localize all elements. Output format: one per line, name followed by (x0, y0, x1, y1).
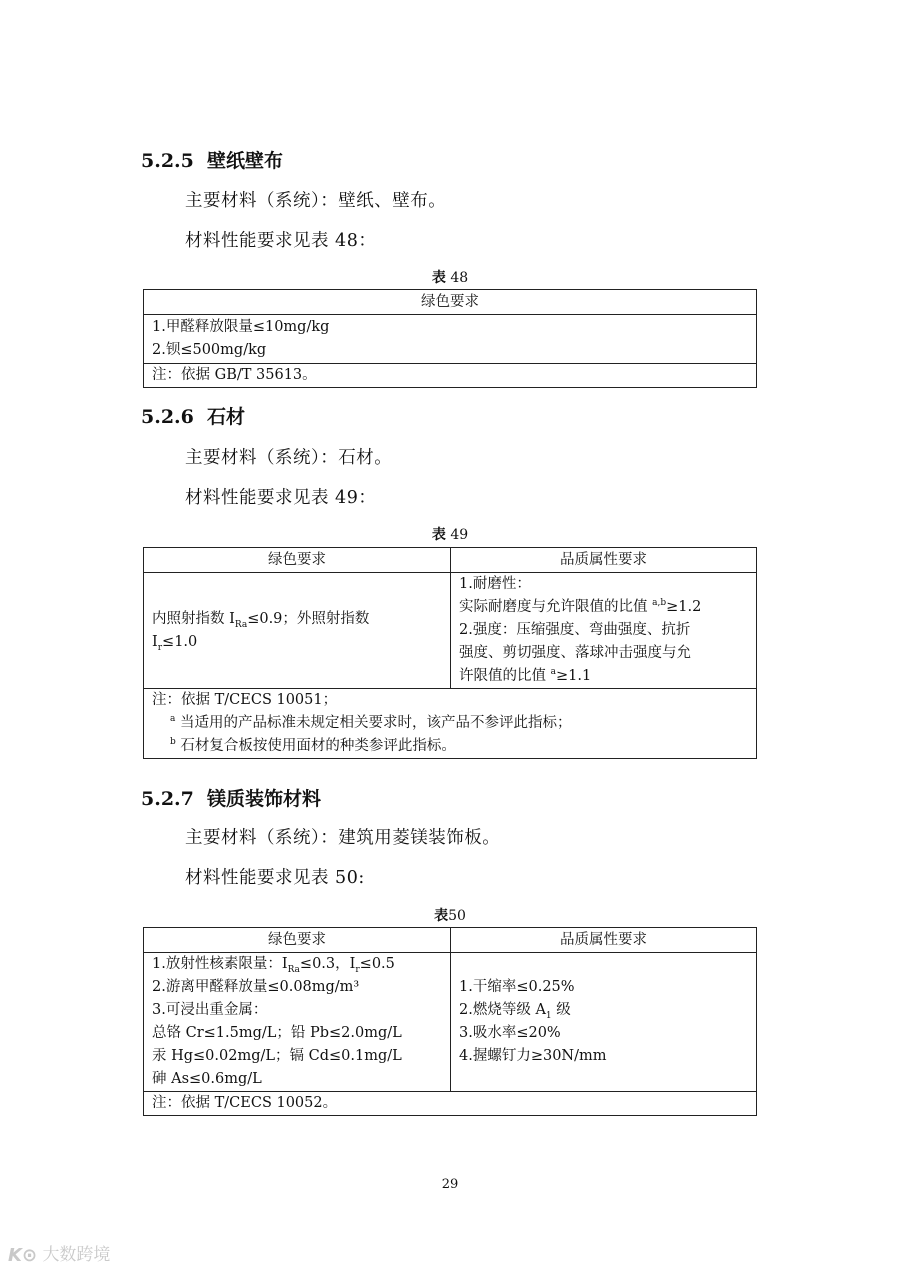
table-header-green: 绿色要求 (144, 290, 757, 315)
section-number: 5.2.7 (141, 788, 194, 810)
watermark-text: 大数跨境 (42, 1245, 111, 1265)
table-caption-50: 表50 (434, 908, 466, 924)
quality-line: 实际耐磨度与允许限值的比值 $^{a,b}$≥1.2 (459, 598, 702, 615)
paragraph-table-ref: 材料性能要求见表 50: (185, 868, 365, 888)
table-header-quality: 品质属性要求 (451, 928, 757, 953)
page-number: 29 (441, 1177, 459, 1192)
table-48 (143, 289, 757, 388)
requirement-line: 3.可浸出重金属： (152, 1002, 268, 1018)
table-header-green: 绿色要求 (144, 548, 451, 573)
note-line: 注：依据 T/CECS 10051； (152, 692, 338, 708)
quality-line: 3.吸水率≤20% (459, 1025, 561, 1041)
table-cell-green (144, 573, 451, 689)
requirement-line: 砷 As≤0.6mg/L (152, 1071, 262, 1087)
table-cell-quality (451, 573, 757, 689)
requirement-line: 1.放射性核素限量：$I_{Ra}\le 0.3$，$I_r\le 0.5$ (152, 956, 395, 975)
requirement-line: 1.甲醛释放限量≤10mg/kg (152, 319, 330, 335)
paragraph-main-material: 主要材料（系统）：石材。 (185, 448, 393, 468)
watermark-logo-icon: K⊙ (8, 1244, 38, 1266)
note-line: $^a$ 当适用的产品标准未规定相关要求时，该产品不参评此指标； (170, 714, 572, 731)
table-50 (143, 927, 757, 1116)
requirement-line: 2.钡≤500mg/kg (152, 342, 267, 358)
requirement-line: 总铬 Cr≤1.5mg/L；铅 Pb≤2.0mg/L (152, 1025, 402, 1041)
section-heading-5-2-5 (141, 146, 283, 173)
requirement-line: 2.游离甲醛释放量≤0.08mg/m³ (152, 979, 360, 995)
paragraph-main-material: 主要材料（系统）：建筑用菱镁装饰板。 (185, 828, 501, 848)
table-header-quality: 品质属性要求 (451, 548, 757, 573)
quality-line: 许限值的比值 $^a$≥1.1 (459, 667, 592, 684)
table-note: 注：依据 GB/T 35613。 (144, 364, 757, 388)
table-caption-49: 表 49 (431, 527, 469, 543)
quality-line: 4.握螺钉力≥30N/mm (459, 1048, 607, 1064)
table-49 (143, 547, 757, 759)
section-number: 5.2.5 (141, 150, 194, 172)
table-header-green: 绿色要求 (144, 928, 451, 953)
note-line: $^b$ 石材复合板按使用面材的种类参评此指标。 (170, 737, 456, 754)
table-note: 注：依据 T/CECS 10052。 (144, 1092, 757, 1116)
quality-line: 1.耐磨性： (459, 576, 531, 592)
table-caption-48: 表 48 (431, 270, 469, 286)
paragraph-table-ref: 材料性能要求见表 49： (185, 488, 377, 508)
table-note (144, 689, 757, 759)
paragraph-main-material: 主要材料（系统）：壁纸、壁布。 (185, 191, 447, 211)
section-heading-5-2-6 (141, 402, 245, 429)
quality-line: 强度、剪切强度、落球冲击强度与允 (459, 645, 691, 661)
section-title: 壁纸壁布 (207, 150, 284, 172)
quality-line: 2.燃烧等级 $A_1$ 级 (459, 1002, 571, 1021)
section-number: 5.2.6 (141, 406, 194, 428)
watermark (8, 1240, 110, 1266)
requirement-line: $I_r\le 1.0$ (152, 633, 198, 653)
quality-line: 2.强度：压缩强度、弯曲强度、抗折 (459, 622, 691, 638)
section-title: 石材 (207, 406, 246, 428)
section-heading-5-2-7 (141, 784, 321, 811)
paragraph-table-ref: 材料性能要求见表 48： (185, 231, 377, 251)
table-cell-quality (451, 953, 757, 1092)
requirement-line: 内照射指数 $I_{Ra}\le 0.9$；外照射指数 (152, 610, 370, 630)
section-title: 镁质装饰材料 (207, 788, 322, 810)
requirement-line: 汞 Hg≤0.02mg/L；镉 Cd≤0.1mg/L (152, 1048, 402, 1064)
table-cell-green (144, 315, 757, 364)
table-cell-green (144, 953, 451, 1092)
quality-line: 1.干缩率≤0.25% (459, 979, 575, 995)
